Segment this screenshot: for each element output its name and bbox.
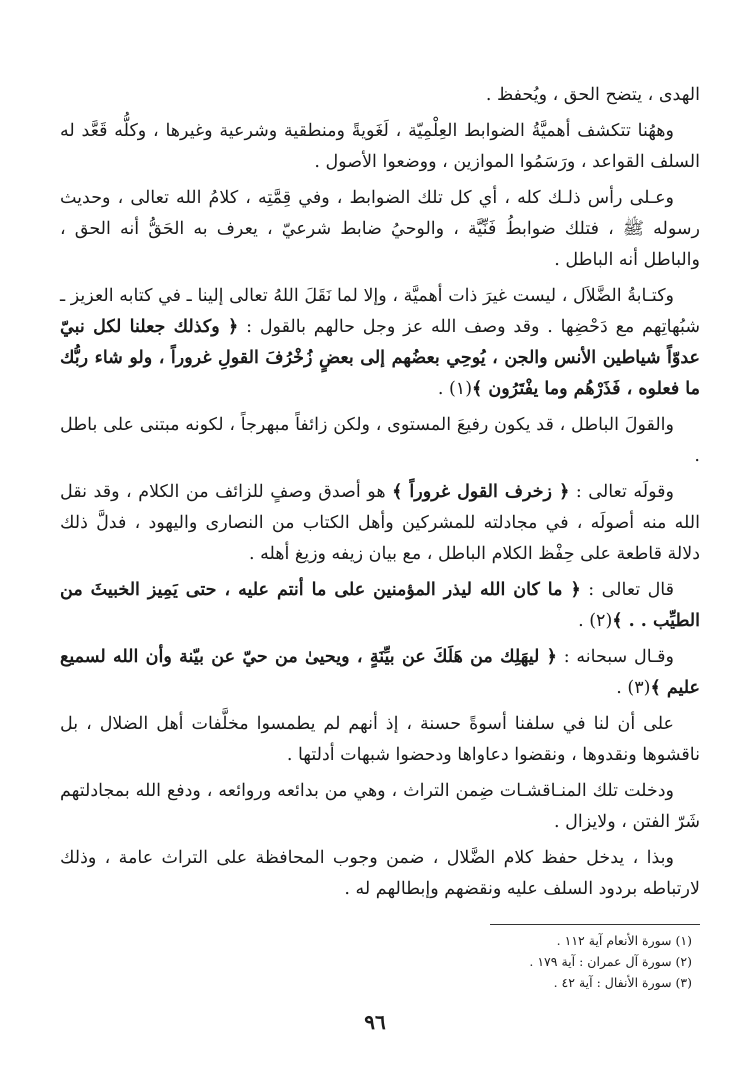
paragraph-8-lead: وقـال سبحانه :: [563, 647, 674, 667]
page-number: ٩٦: [364, 1010, 386, 1034]
paragraph-6-lead: وقولَه تعالى :: [575, 482, 674, 502]
footnote-1: (١) سورة الأنعام آية ١١٢ .: [556, 933, 692, 948]
paragraph-10: [60, 776, 700, 838]
footnote-2: (٢) سورة آل عمران : آية ١٧٩ .: [529, 954, 692, 969]
paragraph-3: [60, 183, 700, 276]
paragraph-3-text: وعـلى رأس ذلـك كله ، أي كل تلك الضوابط ، وفي قِمَّتِه ، كلامُ الله تعالى ، وحديث رسوله ﷺ ، فتلك ضوابطُ فَنِّيَّة ، والوحيُ ضابط شرعيّ ، يعرف به الحَقُّ أنه الحق ، والباطل أنه الباطل .: [60, 188, 700, 270]
quran-quote: ﴿ زخرف القول غروراً ﴾: [392, 482, 570, 502]
page-body: [60, 80, 700, 910]
paragraph-9: [60, 709, 700, 771]
paragraph-2-text: وههُنا تتكشف أهميَّةُ الضوابط العِلْمِيّة ، لَغَويةً ومنطقية وشرعية وغيرها ، وكلُّه قَعَّد له السلف القواعد ، ورَسَمُوا الموازين ، ووضعوا الأصول .: [60, 121, 700, 172]
footnote-ref: (٣) .: [616, 678, 651, 698]
footnote-3: (٣) سورة الأنفال : آية ٤٢ .: [553, 975, 692, 990]
footnote-ref: (١) .: [437, 379, 473, 399]
quran-quote: ﴿ ليهَلِك من هَلَكَ عن بيِّنَةٍ ، ويحيىٰ من حيّ عن بيّنة وأن الله لسميع عليم ﴾: [60, 647, 700, 698]
paragraph-5-text: والقولَ الباطل ، قد يكون رفيعَ المستوى ، ولكن زائفاً مبهرجاً ، لكونه مبتنى على باطل .: [60, 415, 700, 466]
paragraph-11-text: وبذا ، يدخل حفظ كلام الضَّلال ، ضمن وجوب المحافظة على التراث عامة ، وذلك لارتباطه بردود السلف عليه ونقضهم وإبطالهم له .: [60, 848, 700, 899]
paragraph-4-text: وكتـابةُ الضَّلاَل ، ليست غيرَ ذات أهميَّة ، وإلا لما نَقَلَ اللهُ تعالى إلينا ـ في كتابه العزيز ـ شبُهاتِهم مع دَحْضِها . وقد وصف الله عز وجل حالهم بالقول :: [60, 286, 701, 337]
paragraph-6-text: هو أصدق وصفٍ للزائف من الكلام ، وقد نقل الله منه أصولَه ، في مجادلته للمشركين وأهل الكتاب من النصارى واليهود ، فدلَّ ذلك دلالة قاطعة على حِفْظ الكلام الباطل ، مع بيان زيفه وزيغ أهله .: [60, 482, 700, 564]
paragraph-4: [60, 281, 700, 405]
paragraph-1-text: الهدى ، يتضح الحق ، ويُحفظ .: [485, 85, 700, 105]
paragraph-8: [60, 642, 700, 704]
paragraph-9-text: على أن لنا في سلفنا أسوةً حسنة ، إذ أنهم لم يطمسوا مخلَّفات أهل الضلال ، بل ناقشوها ونقدوها ، ونقضوا دعاواها ودحضوا شبهات أدلتها .: [60, 714, 700, 765]
paragraph-7: [60, 575, 700, 637]
paragraph-2: [60, 116, 700, 178]
footnotes: [292, 930, 692, 993]
paragraph-6: [60, 477, 700, 570]
footnote-divider: [490, 924, 700, 925]
paragraph-5: [60, 410, 700, 472]
footnote-ref: (٢) .: [578, 611, 613, 631]
paragraph-1: [60, 80, 700, 111]
paragraph-7-lead: قال تعالى :: [588, 580, 674, 600]
quran-quote: ﴿ وكذلك جعلنا لكل نبيّ عدوّاً شياطين الأنس والجن ، يُوحِي بعضُهم إلى بعضٍ زُخْرُفَ القولِ غروراً ، ولو شاء ربُّك ما فعلوه ، فَذَرْهُم وما يفْتَرُون ﴾: [60, 317, 700, 399]
paragraph-10-text: ودخلت تلك المنـاقشـات ضِمن التراث ، وهي من بدائعه وروائعه ، ودفع الله بمجادلتهم شَرّ الفتن ، ولايزال .: [60, 781, 700, 832]
paragraph-11: [60, 843, 700, 905]
quran-quote: ﴿ ما كان الله ليذر المؤمنين على ما أنتم عليه ، حتى يَمِيز الخبيثَ من الطيِّب . . ﴾: [60, 580, 700, 631]
